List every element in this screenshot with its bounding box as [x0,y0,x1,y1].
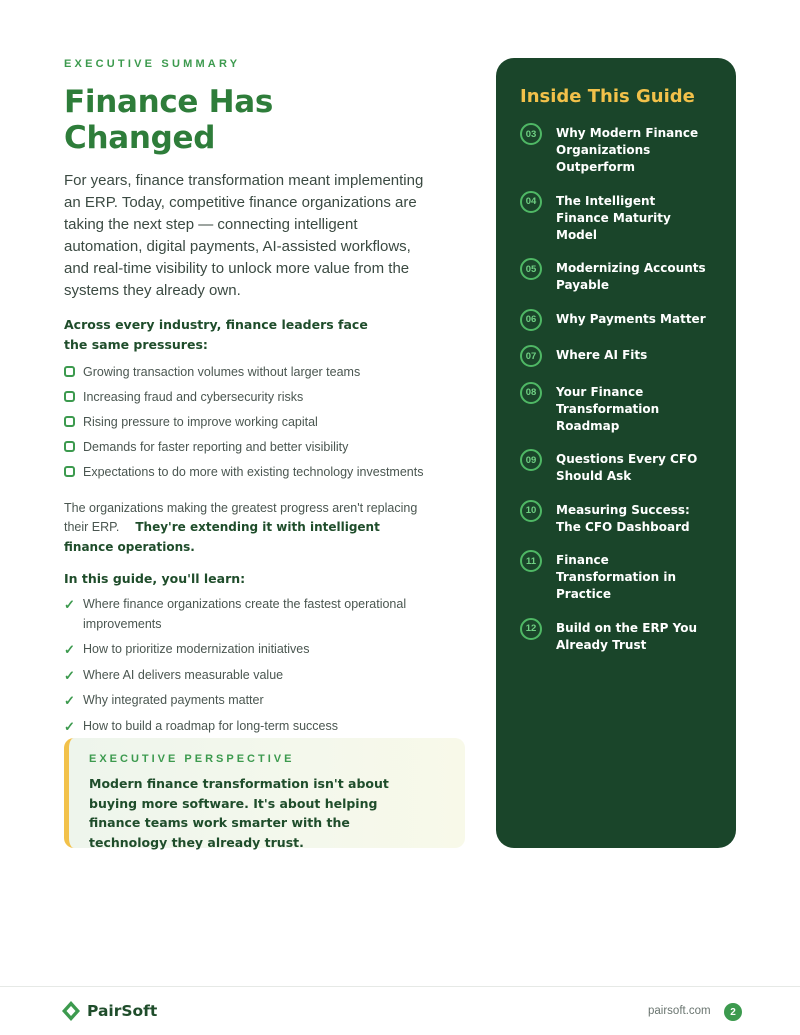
checkbox-square-icon [64,391,75,402]
checkmark-icon: ✓ [64,693,75,708]
toc-label: Why Modern Finance Organizations Outperform [556,126,699,174]
list-item-text: Demands for faster reporting and better visibility [83,440,349,454]
list-item-text: How to prioritize modernization initiatives [83,642,310,656]
toc-number: 08 [520,382,542,404]
table-of-contents [520,125,712,654]
executive-perspective-callout [64,738,465,848]
checkmark-icon: ✓ [64,642,75,657]
brand-name: PairSoft [87,1002,158,1020]
list-item [64,363,434,383]
toc-number: 07 [520,345,542,367]
list-item-text: Increasing fraud and cybersecurity risks [83,390,304,404]
toc-label: Build on the ERP You Already Trust [556,620,698,652]
page-number-badge: 2 [724,1003,742,1021]
list-item [64,388,434,408]
checkmark-icon: ✓ [64,597,75,612]
toc-number: 05 [520,258,542,280]
list-item-text: Where AI delivers measurable value [83,667,284,682]
toc-label: Where AI Fits [556,348,648,362]
list-item-text: Where finance organizations create the fastest operational improvements [83,597,407,631]
toc-number: 12 [520,618,542,640]
checkbox-square-icon [64,366,75,377]
progress-text: The organizations making the greatest progress aren't replacing their ERP. [64,500,418,534]
page-title: Finance Has Changed [64,84,274,156]
checkbox-square-icon [64,441,75,452]
toc-number: 11 [520,550,542,572]
learn-heading: In this guide, you'll learn: [64,571,246,586]
list-item [64,595,424,634]
toc-number: 09 [520,449,542,471]
toc-item[interactable] [520,260,712,294]
toc-item[interactable] [520,125,712,176]
list-item-text: Rising pressure to improve working capital [83,415,318,429]
toc-label: Finance Transformation in Practice [556,553,677,601]
toc-item[interactable] [520,620,712,654]
list-item [64,666,424,686]
list-item [64,717,424,737]
toc-number: 03 [520,123,542,145]
section-eyebrow: EXECUTIVE SUMMARY [64,58,241,70]
toc-label: Why Payments Matter [556,311,706,326]
list-item-text: How to build a roadmap for long-term success [83,718,338,733]
pressures-list [64,363,434,483]
toc-label: The Intelligent Finance Maturity Model [556,193,671,242]
callout-quote: Modern finance transformation isn't about buying more software. It's about helping finance teams work smarter with the technology they already trust. [89,776,389,850]
learn-list [64,595,434,736]
inside-guide-panel [496,58,736,848]
intro-paragraph: For years, finance transformation meant implementing an ERP. Today, competitive finance organizations are taking the next step — connecting intelligent automation, digital payments, AI-assisted workflows, and real-time visibility to unlock more value from the systems they already own. [64,172,424,299]
site-link[interactable]: pairsoft.com [648,1005,711,1017]
checkmark-icon: ✓ [64,718,75,734]
toc-item[interactable] [520,311,712,331]
toc-item[interactable] [520,552,712,603]
toc-label: Modernizing Accounts Payable [556,261,706,292]
list-item [64,438,434,458]
toc-item[interactable] [520,384,712,435]
checkbox-square-icon [64,416,75,427]
list-item [64,691,424,711]
toc-item[interactable] [520,502,712,536]
toc-item[interactable] [520,347,712,367]
toc-number: 10 [520,500,542,522]
brand-logo [61,1000,157,1022]
toc-item[interactable] [520,193,712,244]
progress-paragraph [64,499,424,558]
toc-label: Measuring Success: The CFO Dashboard [556,502,690,534]
toc-label: Your Finance Transformation Roadmap [556,384,660,433]
toc-number: 06 [520,309,542,331]
page-footer [0,986,800,1035]
checkmark-icon: ✓ [64,667,75,683]
list-item [64,413,434,433]
toc-item[interactable] [520,451,712,485]
toc-label: Questions Every CFO Should Ask [556,452,698,483]
toc-number: 04 [520,191,542,213]
list-item-text: Growing transaction volumes without larger teams [83,365,361,379]
list-item-text: Expectations to do more with existing technology investments [83,465,424,479]
list-item-text: Why integrated payments matter [83,693,264,707]
list-item [64,463,434,483]
pressures-heading: Across every industry, finance leaders face the same pressures: [64,317,368,352]
pairsoft-diamond-logo [61,1000,81,1022]
guide-title: Inside This Guide [520,86,695,107]
summary-column [64,58,434,742]
callout-eyebrow: EXECUTIVE PERSPECTIVE [89,753,295,765]
list-item [64,640,424,660]
checkbox-square-icon [64,466,75,477]
progress-emphasis: They're extending it with intelligent finance operations. [64,520,380,554]
